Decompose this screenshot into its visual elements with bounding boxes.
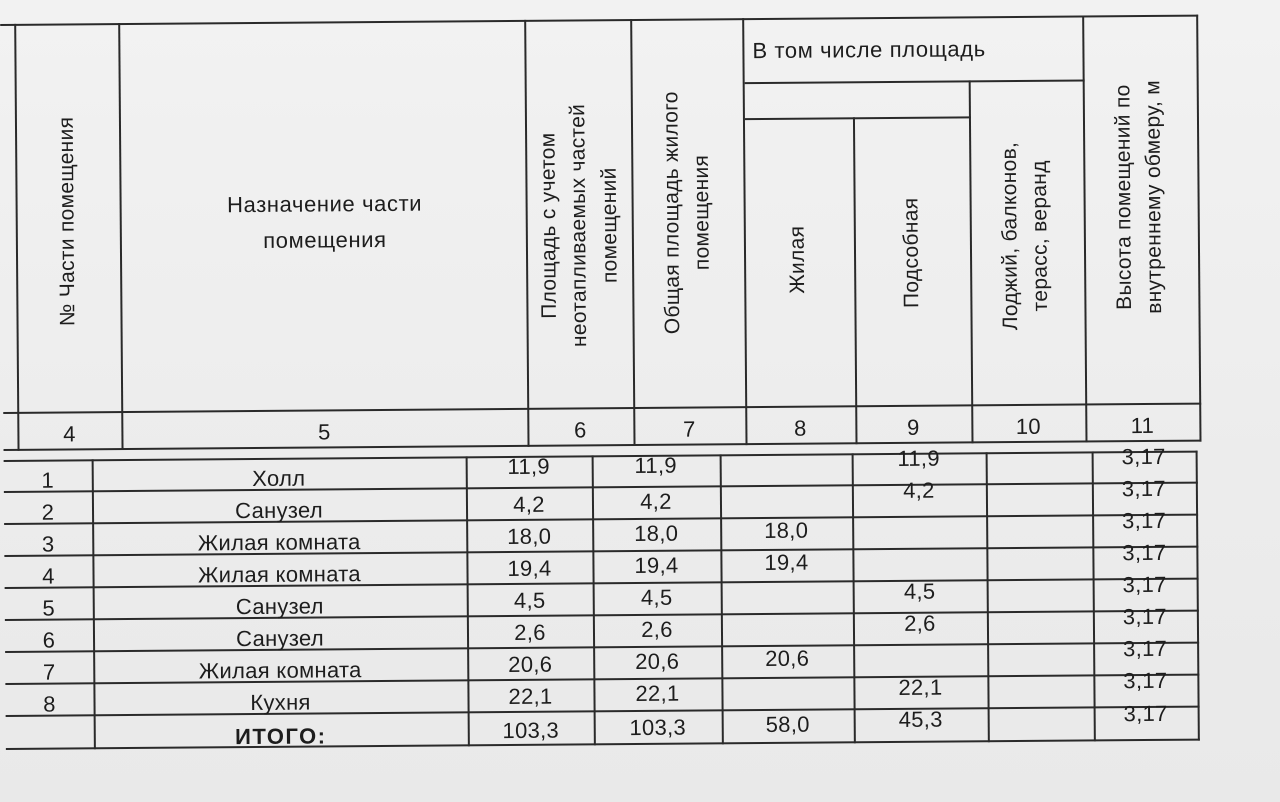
area-living-total: 4,5 (640, 584, 673, 610)
area-total: 18,0 (507, 523, 552, 550)
column-number: 4 (63, 421, 76, 447)
ceiling-height: 3,17 (1122, 507, 1167, 534)
column-number: 7 (683, 416, 696, 442)
room-number: 4 (42, 563, 55, 589)
area-living: 20,6 (765, 645, 810, 672)
ceiling-height: 3,17 (1122, 571, 1167, 598)
room-name: Жилая комната (198, 561, 362, 588)
header-ceiling-height: Высота помещений по внутреннему обмеру, м (1111, 79, 1167, 314)
header-col-line (524, 20, 529, 447)
area-living-total: 18,0 (634, 520, 679, 547)
room-number: 5 (42, 595, 56, 621)
column-number: 10 (1015, 413, 1042, 440)
area-total: 20,6 (508, 651, 553, 678)
room-number: 6 (42, 627, 56, 653)
subgroup-header-divider (745, 116, 971, 120)
column-number: 11 (1130, 412, 1155, 439)
header-col-line (630, 19, 635, 446)
header-col-line (969, 80, 974, 443)
room-name: Холл (252, 465, 306, 492)
area-living-total: 11,9 (634, 452, 677, 479)
header-col-line (118, 23, 123, 450)
ceiling-height: 3,17 (1123, 667, 1168, 694)
column-number: 5 (318, 419, 331, 445)
room-number: 3 (41, 531, 55, 557)
ceiling-height: 3,17 (1121, 443, 1166, 470)
header-living: Жилая (785, 225, 810, 294)
area-total: 4,2 (513, 491, 545, 517)
room-name: Жилая комната (198, 657, 362, 684)
header-total-living-area: Общая площадь жилого помещения (659, 91, 715, 335)
header-purpose-line2: помещения (263, 226, 387, 253)
header-including-area: В том числе площадь (752, 36, 986, 64)
room-name: Санузел (235, 593, 324, 620)
area-total: 22,1 (508, 683, 553, 710)
total-area: 103,3 (502, 717, 560, 744)
total-height: 3,17 (1123, 700, 1168, 727)
header-col-line (1196, 15, 1201, 442)
header-top-border (0, 15, 1198, 26)
area-auxiliary: 22,1 (898, 674, 943, 700)
total-living: 58,0 (765, 711, 810, 738)
column-number: 8 (794, 415, 807, 441)
header-col-line (1082, 15, 1087, 442)
group-header-divider (745, 79, 1085, 84)
column-number-row-top (3, 403, 1201, 414)
header-col-line (14, 24, 19, 451)
room-number: 2 (41, 499, 55, 525)
total-auxiliary: 45,3 (898, 706, 943, 732)
area-living: 19,4 (764, 549, 809, 576)
room-number: 1 (41, 467, 55, 493)
area-auxiliary: 4,2 (903, 477, 935, 503)
area-living: 18,0 (764, 517, 809, 544)
total-label: ИТОГО: (234, 723, 327, 750)
ceiling-height: 3,17 (1122, 539, 1167, 566)
total-area-living-total: 103,3 (629, 714, 687, 741)
room-number: 8 (43, 691, 56, 717)
room-name: Кухня (250, 689, 311, 716)
ceiling-height: 3,17 (1122, 603, 1167, 630)
area-living-total: 22,1 (635, 680, 680, 707)
room-name: Жилая комната (197, 529, 361, 556)
area-total: 2,6 (514, 619, 546, 645)
area-living-total: 20,6 (635, 648, 680, 675)
area-living-total: 19,4 (634, 552, 679, 579)
room-number: 7 (42, 659, 56, 685)
header-col-line (853, 117, 858, 444)
area-auxiliary: 11,9 (897, 445, 940, 471)
header-loggias: Лоджий, балконов, терасс, веранд (997, 141, 1053, 331)
room-name: Санузел (236, 625, 325, 652)
area-auxiliary: 2,6 (904, 610, 936, 636)
area-total: 4,5 (513, 587, 546, 613)
header-part-number: № Части помещения (54, 116, 80, 327)
room-name: Санузел (235, 497, 324, 524)
ceiling-height: 3,17 (1123, 635, 1168, 662)
header-purpose-line1: Назначение части (227, 190, 423, 218)
area-auxiliary: 4,5 (903, 578, 936, 604)
area-total: 11,9 (507, 453, 550, 480)
column-number: 9 (907, 414, 920, 440)
area-total: 19,4 (507, 555, 552, 582)
column-number: 6 (574, 417, 587, 443)
area-living-total: 2,6 (641, 616, 673, 642)
ceiling-height: 3,17 (1121, 475, 1166, 502)
header-auxiliary: Подсобная (899, 197, 924, 309)
area-living-total: 4,2 (640, 488, 672, 514)
header-area-with-unheated: Площадь с учетом неотапливаемых частей помещений (536, 103, 622, 348)
